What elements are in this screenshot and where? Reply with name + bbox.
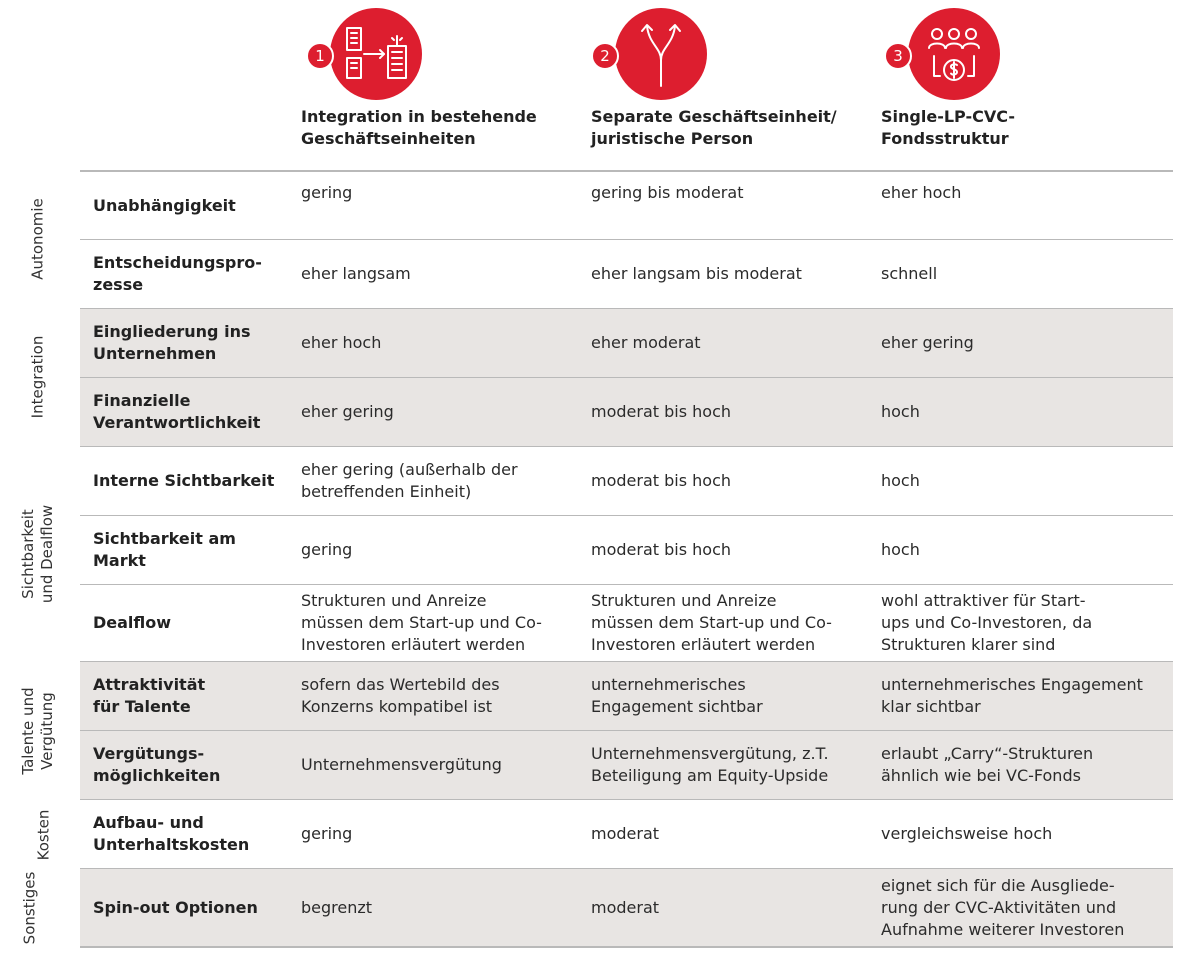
cell-col2: moderat bis hoch xyxy=(591,402,732,421)
table-row xyxy=(80,309,1173,378)
cell-col2: eher langsam bis moderat xyxy=(591,264,802,283)
cell-col2: moderat xyxy=(591,824,660,843)
cell-col3: schnell xyxy=(881,264,938,283)
criterion-label: Dealflow xyxy=(93,613,172,632)
cell-col3: hoch xyxy=(881,540,920,559)
criterion-label: Attraktivität für Talente xyxy=(93,675,206,716)
cell-col1: gering xyxy=(301,183,353,202)
investor-group-icon xyxy=(908,8,1000,100)
table-row xyxy=(80,585,1173,662)
circle-3 xyxy=(908,8,1000,100)
category-sonstiges xyxy=(0,869,76,947)
cell-col1: Strukturen und Anreize müssen dem Start-up und Co- Investoren erläutert werden xyxy=(301,591,542,654)
cell-col3: eher gering xyxy=(881,333,974,352)
cell-col2: moderat xyxy=(591,897,660,917)
cell-col1: eher gering (außerhalb der betreffenden Einheit) xyxy=(301,460,518,501)
criterion-label: Finanzielle Verantwortlichkeit xyxy=(93,391,261,432)
cell-col2: Strukturen und Anreize müssen dem Start-up und Co- Investoren erläutert werden xyxy=(591,591,832,654)
column-title-2: Separate Geschäftseinheit/ juristische Person xyxy=(591,107,837,148)
table-row xyxy=(80,378,1173,447)
table-row xyxy=(80,447,1173,516)
criterion-label: Vergütungs- möglichkeiten xyxy=(93,744,221,785)
column-title-1: Integration in bestehende Geschäftseinheiten xyxy=(301,107,537,148)
cell-col2: moderat bis hoch xyxy=(591,471,732,490)
criterion-label: Spin-out Optionen xyxy=(93,897,258,917)
category-label: Talente und Vergütung xyxy=(19,687,56,775)
category-label: Sichtbarkeit und Dealflow xyxy=(19,504,56,604)
criterion-label: Entscheidungspro- zesse xyxy=(93,253,262,294)
number-badge-2: 2 xyxy=(591,42,619,70)
circle-2 xyxy=(615,8,707,100)
cell-col1: Unternehmensvergütung xyxy=(301,755,502,774)
cell-col2: gering bis moderat xyxy=(591,183,744,202)
criterion-label: Sichtbarkeit am Markt xyxy=(93,529,236,570)
category-label: Integration xyxy=(28,335,47,419)
criterion-label: Unabhängigkeit xyxy=(93,195,236,215)
cell-col2: eher moderat xyxy=(591,333,701,352)
table-row xyxy=(80,662,1173,731)
cell-col3: eignet sich für die Ausgliede- rung der CVC-Aktivitäten und Aufnahme weiterer Investoren xyxy=(881,875,1125,939)
cell-col1: eher hoch xyxy=(301,333,382,352)
circle-1 xyxy=(330,8,422,100)
cell-col3: wohl attraktiver für Start- ups und Co-Investoren, da Strukturen klarer sind xyxy=(881,591,1093,654)
table-row xyxy=(80,516,1173,585)
cell-col3: eher hoch xyxy=(881,183,962,202)
cell-col2: Unternehmensvergütung, z.T. Beteiligung am Equity-Upside xyxy=(591,744,829,785)
cell-col1: eher gering xyxy=(301,402,394,421)
criterion-label: Interne Sichtbarkeit xyxy=(93,471,275,490)
cell-col2: unternehmerisches Engagement sichtbar xyxy=(591,675,763,716)
column-title-3: Single-LP-CVC- Fondsstruktur xyxy=(881,107,1015,148)
cell-col3: erlaubt „Carry“-Strukturen ähnlich wie bei VC-Fonds xyxy=(881,744,1094,785)
split-arrows-icon xyxy=(615,8,707,100)
table-row xyxy=(80,869,1173,948)
cell-col1: eher langsam xyxy=(301,264,411,283)
cell-col3: hoch xyxy=(881,471,920,490)
buildings-merge-icon xyxy=(330,8,422,100)
category-talente xyxy=(0,662,76,800)
category-integration xyxy=(0,308,76,446)
cell-col1: gering xyxy=(301,540,353,559)
category-label: Autonomie xyxy=(28,198,47,280)
cell-col1: begrenzt xyxy=(301,897,373,917)
category-label: Sonstiges xyxy=(20,871,39,945)
criterion-label: Aufbau- und Unterhaltskosten xyxy=(93,813,250,854)
number-badge-3: 3 xyxy=(884,42,912,70)
category-sichtbarkeit xyxy=(0,446,76,662)
cell-col3: hoch xyxy=(881,402,920,421)
table-row xyxy=(80,800,1173,869)
table-row xyxy=(80,240,1173,309)
table-row xyxy=(80,731,1173,800)
cell-col1: gering xyxy=(301,824,353,843)
criterion-label: Eingliederung ins Unternehmen xyxy=(93,322,251,363)
cell-col1: sofern das Wertebild des Konzerns kompatibel ist xyxy=(301,675,500,716)
number-badge-1: 1 xyxy=(306,42,334,70)
category-label: Kosten xyxy=(34,809,53,860)
cell-col3: unternehmerisches Engagement klar sichtbar xyxy=(881,675,1143,716)
cell-col2: moderat bis hoch xyxy=(591,540,732,559)
table-row xyxy=(80,170,1173,240)
cell-col3: vergleichsweise hoch xyxy=(881,824,1053,843)
